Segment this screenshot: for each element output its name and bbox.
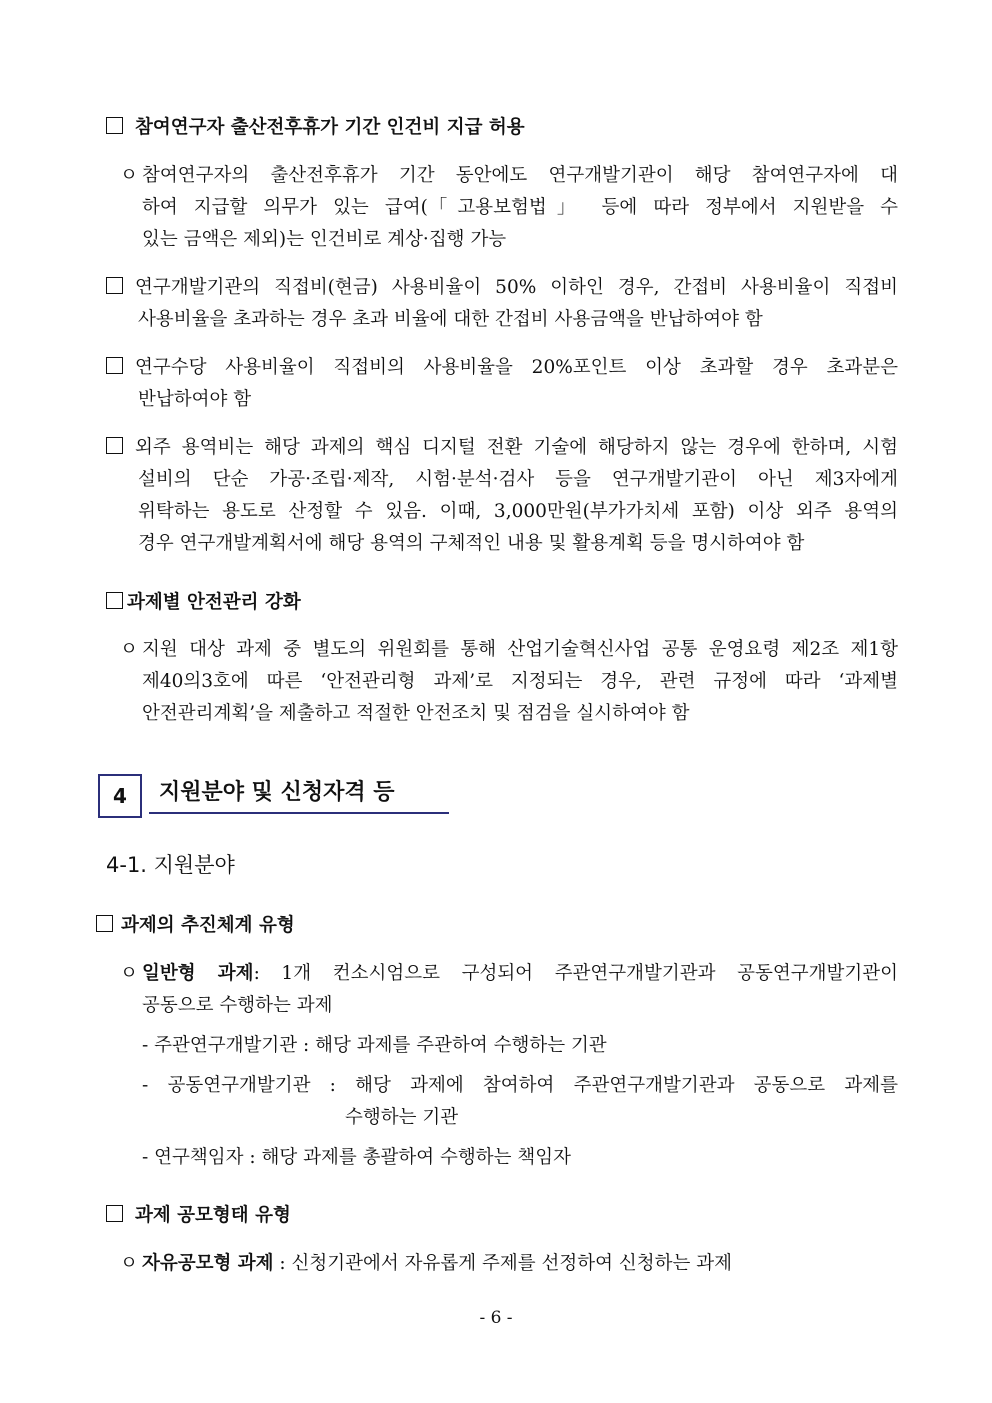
checkbox-icon [106, 437, 123, 454]
checkbox-icon [106, 592, 123, 609]
bullet-icon: ㅇ [120, 963, 138, 984]
paragraph-line: 위탁하는 용도로 산정할 수 있음. 이때, 3,000만원(부가가치세 포함) 이상 외주 용역의 [138, 501, 898, 522]
paragraph-line: 연구개발기관의 직접비(현금) 사용비율이 50% 이하인 경우, 간접비 사용비율이 직접비 [106, 272, 898, 304]
section-research-allowance [106, 352, 898, 416]
paragraph-line: ㅇ 자유공모형 과제 : 신청기관에서 자유롭게 주제를 선정하여 신청하는 과제 [106, 1248, 898, 1280]
checkbox-icon [106, 117, 123, 134]
paragraph-line: 연구수당 사용비율이 직접비의 사용비율을 20%포인트 이상 초과할 경우 초과분은 [106, 352, 898, 384]
paragraph-line: 제40의3호에 따른 ‘안전관리형 과제’로 지정되는 경우, 관련 규정에 따라 ‘과제별 [142, 671, 898, 692]
heading: 과제별 안전관리 강화 [106, 587, 898, 619]
list-item: - 주관연구개발기관 : 해당 과제를 주관하여 수행하는 기관 [142, 1035, 607, 1056]
heading: 과제 공모형태 유형 [106, 1200, 898, 1232]
list-item-continuation: 수행하는 기관 [345, 1107, 459, 1128]
paragraph-line: 외주 용역비는 해당 과제의 핵심 디지털 전환 기술에 해당하지 않는 경우에 한하며, 시험 [106, 432, 898, 464]
s7-paragraph [106, 1248, 898, 1280]
s1-paragraph [106, 160, 898, 256]
list-item: - 연구책임자 : 해당 과제를 총괄하여 수행하는 책임자 [142, 1147, 571, 1168]
section-direct-cost [106, 272, 898, 336]
section-title: 지원분야 및 신청자격 등 [149, 772, 449, 814]
s6-paragraph [106, 958, 898, 1022]
section-structure-type [96, 910, 888, 942]
s5-paragraph [106, 634, 898, 730]
section-number-box: 4 [98, 774, 142, 818]
paragraph-line: 반납하여야 함 [138, 389, 252, 410]
heading: 과제의 추진체계 유형 [96, 910, 888, 942]
paragraph-line: 경우 연구개발계획서에 해당 용역의 구체적인 내용 및 활용계획 등을 명시하여야 함 [138, 533, 805, 554]
page-number: - 6 - [479, 1308, 513, 1328]
paragraph-line: 설비의 단순 가공·조립·제작, 시험·분석·검사 등을 연구개발기관이 아닌 제3자에게 [138, 469, 898, 490]
paragraph-line: 사용비율을 초과하는 경우 초과 비율에 대한 간접비 사용금액을 반납하여야 함 [138, 309, 763, 330]
paragraph-line: 하여 지급할 의무가 있는 급여(「고용보험법」 등에 따라 정부에서 지원받을 수 [142, 197, 898, 218]
bullet-icon: ㅇ [120, 1253, 138, 1274]
paragraph-line: 있는 금액은 제외)는 인건비로 계상·집행 가능 [142, 229, 507, 250]
heading: 참여연구자 출산전후휴가 기간 인건비 지급 허용 [106, 112, 898, 144]
checkbox-icon [106, 1205, 123, 1222]
paragraph-line: ㅇ 일반형 과제: 1개 컨소시엄으로 구성되어 주관연구개발기관과 공동연구개발기관이 [106, 958, 898, 990]
section-safety [106, 587, 898, 619]
paragraph-line: 공동으로 수행하는 과제 [142, 995, 333, 1016]
checkbox-icon [96, 915, 113, 932]
paragraph-line: 안전관리계획’을 제출하고 적절한 안전조치 및 점검을 실시하여야 함 [142, 703, 690, 724]
subsection-title: 4-1. 지원분야 [106, 853, 235, 877]
paragraph-line: ㅇ 지원 대상 과제 중 별도의 위원회를 통해 산업기술혁신사업 공통 운영요령 제2조 제1항 [106, 634, 898, 666]
bullet-icon: ㅇ [120, 165, 138, 186]
checkbox-icon [106, 357, 123, 374]
list-item: - 공동연구개발기관 : 해당 과제에 참여하여 주관연구개발기관과 공동으로 과제를 [142, 1075, 898, 1096]
checkbox-icon [106, 277, 123, 294]
section-outsourcing [106, 432, 898, 560]
paragraph-line: ㅇ 참여연구자의 출산전후휴가 기간 동안에도 연구개발기관이 해당 참여연구자에 대 [106, 160, 898, 192]
s6-dash-list [106, 1030, 898, 1174]
section-call-type [106, 1200, 898, 1232]
section-participant-salary [106, 112, 898, 144]
bullet-icon: ㅇ [120, 639, 138, 660]
